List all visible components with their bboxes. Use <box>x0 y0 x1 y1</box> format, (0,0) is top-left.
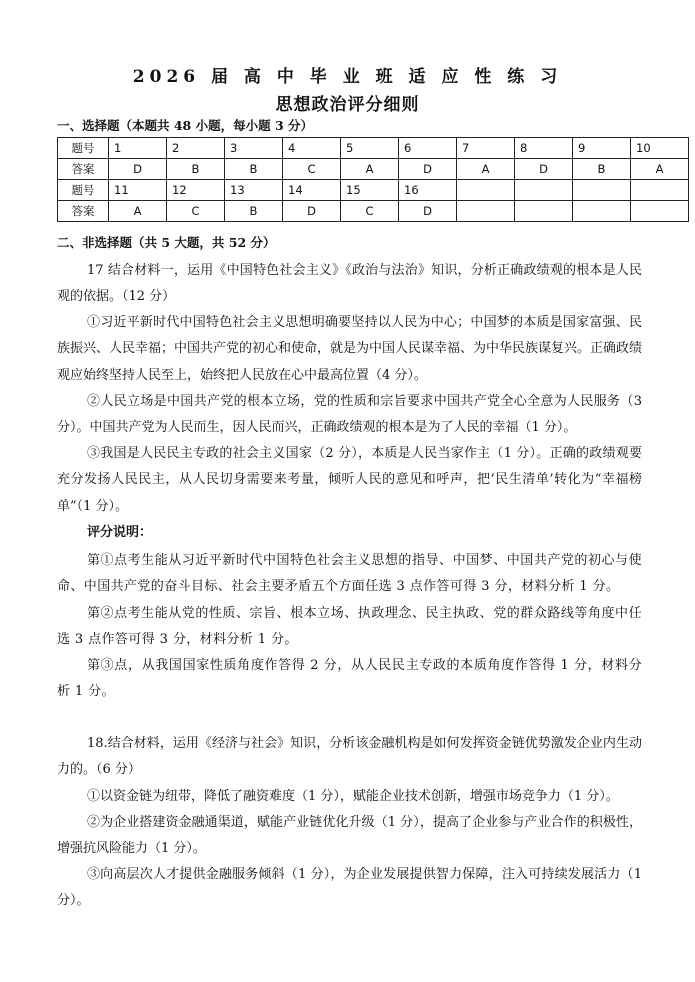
q17-note-label: 评分说明： <box>87 525 153 540</box>
q18-point-2: ②为企业搭建资金融通渠道，赋能产业链优化升级（1 分），提高了企业参与产业合作的积极性，增强抗风险能力（1 分）。 <box>57 815 642 857</box>
table-cell: 2 <box>167 138 225 159</box>
answer-table <box>57 137 689 222</box>
table-cell: 4 <box>283 138 341 159</box>
table-row <box>58 201 689 222</box>
table-cell: D <box>399 159 457 180</box>
q-label: 题号 <box>58 138 109 159</box>
table-cell: C <box>283 159 341 180</box>
table-row <box>58 180 689 201</box>
table-cell: A <box>457 159 515 180</box>
table-cell <box>573 201 631 222</box>
q18-point-1: ①以资金链为纽带，降低了融资难度（1 分），赋能企业技术创新，增强市场竞争力（1 分）。 <box>87 789 619 804</box>
table-cell: 10 <box>631 138 689 159</box>
q18-point-3: ③向高层次人才提供金融服务倾斜（1 分），为企业发展提供智力保障，注入可持续发展活力（1 分）。 <box>57 867 642 909</box>
table-cell: 8 <box>515 138 573 159</box>
a-label: 答案 <box>58 201 109 222</box>
table-cell <box>457 180 515 201</box>
q-label: 题号 <box>58 180 109 201</box>
q17-point-3: ③我国是人民民主专政的社会主义国家（2 分），本质是人民当家作主（1 分）。正确的政绩观要充分发扬人民民主，从人民切身需要来考量，倾听人民的意见和呼声，把‘民生清单’转化为“幸福榜单”（1 分）。 <box>57 446 642 514</box>
table-cell: D <box>109 159 167 180</box>
q17-prompt: 17 结合材料一，运用《中国特色社会主义》《政治与法治》知识，分析正确政绩观的根本是人民观的依据。（12 分） <box>57 263 642 305</box>
table-cell: 16 <box>399 180 457 201</box>
table-cell: 14 <box>283 180 341 201</box>
table-cell: 9 <box>573 138 631 159</box>
q17-point-1: ①习近平新时代中国特色社会主义思想明确要坚持以人民为中心；中国梦的本质是国家富强、民族振兴、人民幸福；中国共产党的初心和使命，就是为中国人民谋幸福、为中华民族谋复兴。正确政绩观应始终坚持人民至上，始终把人民放在心中最高位置（4 分）。 <box>57 315 643 383</box>
table-cell: 15 <box>341 180 399 201</box>
table-cell: B <box>225 201 283 222</box>
exam-title: 2026 届 高 中 毕 业 班 适 应 性 练 习 <box>132 67 563 87</box>
table-cell: 7 <box>457 138 515 159</box>
table-cell: A <box>631 159 689 180</box>
table-cell: 11 <box>109 180 167 201</box>
q17-note-1: 第①点考生能从习近平新时代中国特色社会主义思想的指导、中国梦、中国共产党的初心与使命、中国共产党的奋斗目标、社会主要矛盾五个方面任选 3 点作答可得 3 分，材料分析 1 分。 <box>57 553 642 595</box>
table-cell <box>573 180 631 201</box>
table-cell <box>631 201 689 222</box>
table-cell: 12 <box>167 180 225 201</box>
table-cell: 6 <box>399 138 457 159</box>
a-label: 答案 <box>58 159 109 180</box>
table-row <box>58 138 689 159</box>
table-cell: C <box>341 201 399 222</box>
table-cell <box>515 201 573 222</box>
q17-note-2: 第②点考生能从党的性质、宗旨、根本立场、执政理念、民主执政、党的群众路线等角度中任选 3 点作答可得 3 分，材料分析 1 分。 <box>57 606 642 648</box>
q17-note-3: 第③点，从我国国家性质角度作答得 2 分，从人民民主专政的本质角度作答得 1 分，材料分析 1 分。 <box>57 658 642 700</box>
table-cell: D <box>399 201 457 222</box>
q17-point-2: ②人民立场是中国共产党的根本立场，党的性质和宗旨要求中国共产党全心全意为人民服务（3 分）。中国共产党为人民而生，因人民而兴，正确政绩观的根本是为了人民的幸福（1 分）。 <box>57 394 642 436</box>
table-cell: B <box>225 159 283 180</box>
table-cell: A <box>109 201 167 222</box>
table-cell: 5 <box>341 138 399 159</box>
table-cell: 13 <box>225 180 283 201</box>
table-cell: A <box>341 159 399 180</box>
table-cell <box>515 180 573 201</box>
section2-heading: 二、非选择题（共 5 大题，共 52 分） <box>57 235 276 250</box>
table-cell: D <box>515 159 573 180</box>
table-cell: C <box>167 201 225 222</box>
table-cell <box>457 201 515 222</box>
table-cell: B <box>573 159 631 180</box>
table-cell: B <box>167 159 225 180</box>
section1-heading: 一、选择题（本题共 48 小题，每小题 3 分） <box>57 118 314 133</box>
table-cell: 1 <box>109 138 167 159</box>
q18-prompt: 18.结合材料，运用《经济与社会》知识，分析该金融机构是如何发挥资金链优势激发企业内生动力的。（6 分） <box>57 736 642 778</box>
table-row <box>58 159 689 180</box>
table-cell <box>631 180 689 201</box>
exam-subtitle: 思想政治评分细则 <box>275 95 420 115</box>
table-cell: 3 <box>225 138 283 159</box>
table-cell: D <box>283 201 341 222</box>
